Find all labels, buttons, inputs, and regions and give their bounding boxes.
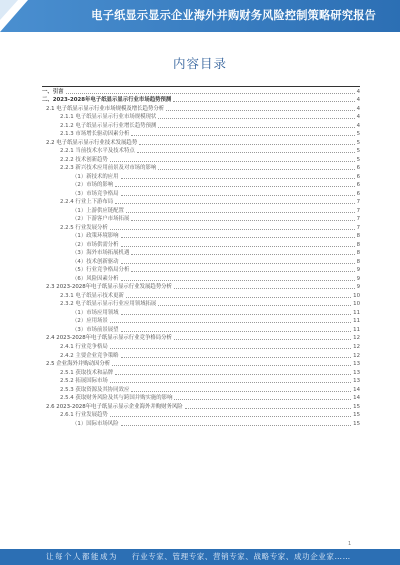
toc-entry-label: 2.5.4 获取财务风险及其与跨国并购实施的影响 [60,395,173,402]
toc-entry-page: 6 [356,173,360,180]
toc-entry-page: 7 [356,216,360,223]
toc-leader-dots [158,169,354,170]
toc-entry[interactable] [42,368,360,377]
toc-entry-page: 6 [356,165,360,172]
toc-entry-label: 2.6 2023-2028年电子纸显示显示企业海外并购财务风险 [46,403,183,410]
toc-leader-dots [185,408,351,409]
toc-leader-dots [158,305,351,306]
footer-slogan: 让每个人都能成为 [46,552,118,561]
toc-entry[interactable] [42,138,360,147]
document-footer [0,549,400,565]
toc-entry[interactable] [42,394,360,403]
toc-entry-page: 4 [356,105,360,112]
toc-entry[interactable] [42,240,360,249]
toc-entry-label: （1）市场应用领域 [72,309,119,316]
toc-entry-page: 7 [356,224,360,231]
toc-entry-page: 9 [356,267,360,274]
toc-entry-label: 2.6.1 行业发展趋势 [60,412,108,419]
toc-entry-page: 11 [353,318,360,325]
toc-entry[interactable] [42,155,360,164]
toc-leader-dots [137,152,355,153]
toc-entry-label: 2.5 企业海外并购动因分析 [46,361,111,368]
toc-leader-dots [121,280,355,281]
toc-entry-label: （3）海外市场拓展机遇 [72,250,130,257]
toc-entry-label: 2.4.2 主要企业竞争策略 [60,352,119,359]
toc-entry-page: 15 [353,420,360,427]
toc-entry[interactable] [42,232,360,241]
toc-entry-page: 9 [356,275,360,282]
toc-entry-page: 12 [353,343,360,350]
toc-title: 内容目录 [172,56,227,71]
toc-entry[interactable] [42,351,360,360]
toc-leader-dots [158,127,354,128]
toc-leader-dots [110,322,351,323]
toc-entry-label: （3）市场前景展望 [72,326,119,333]
toc-entry-label: （1）上游供应链配置 [72,207,124,214]
toc-entry[interactable] [42,257,360,266]
toc-entry[interactable] [42,87,360,96]
toc-entry[interactable] [42,113,360,122]
toc-entry-page: 5 [356,139,360,146]
toc-entry[interactable] [42,249,360,258]
footer-roles: 行业专家、管理专家、营销专家、战略专家、成功企业家…… [132,552,351,561]
toc-entry-page: 12 [353,335,360,342]
toc-leader-dots [173,101,354,102]
toc-entry[interactable] [42,308,360,317]
toc-entry[interactable] [42,325,360,334]
toc-leader-dots [110,348,351,349]
toc-entry-page: 4 [356,114,360,121]
toc-leader-dots [121,357,352,358]
toc-leader-dots [121,314,352,315]
toc-entry-page: 8 [356,258,360,265]
table-of-contents [42,86,360,428]
toc-entry-page: 11 [353,326,360,333]
toc-leader-dots [66,93,355,94]
toc-entry-page: 8 [356,250,360,257]
toc-entry[interactable] [42,266,360,275]
toc-entry-label: （2）应用场景 [72,318,108,325]
toc-leader-dots [121,331,352,332]
toc-leader-dots [131,391,351,392]
toc-entry-page: 14 [353,395,360,402]
toc-entry-label: 2.5.2 拓展国际市场 [60,378,108,385]
toc-entry-label: 2.2.5 行业发展分析 [60,224,108,231]
toc-leader-dots [131,254,354,255]
toc-entry-page: 8 [356,233,360,240]
toc-entry-label: （1）新技术的应用 [72,173,119,180]
toc-leader-dots [131,271,354,272]
document-title: 电子纸显示显示企业海外并购财务风险控制策略研究报告 [91,9,376,22]
page-number: 1 [348,541,352,547]
toc-leader-dots [121,425,352,426]
toc-entry-label: 2.2.3 新兴技术应用前景及对市场的影响 [60,165,157,172]
toc-entry-label: 2.1.3 市场增长驱动因素分析 [60,131,130,138]
toc-entry-label: 2.5.3 获取资源及其协同效应 [60,386,130,393]
toc-leader-dots [110,382,351,383]
toc-entry-page: 6 [356,182,360,189]
toc-entry[interactable] [42,181,360,190]
toc-leader-dots [115,374,351,375]
toc-entry-label: （2）下游客户市场拓展 [72,216,130,223]
toc-leader-dots [131,220,354,221]
toc-leader-dots [121,178,355,179]
toc-entry-page: 14 [353,386,360,393]
toc-leader-dots [139,144,354,145]
toc-entry-page: 7 [356,207,360,214]
toc-entry-label: 2.2.2 技术创新趋势 [60,156,108,163]
toc-entry[interactable] [42,300,360,309]
toc-entry[interactable] [42,334,360,343]
toc-entry-label: （2）市场的影响 [72,182,114,189]
toc-entry[interactable] [42,121,360,130]
toc-entry[interactable] [42,147,360,156]
toc-entry-label: 2.5.1 获取技术和品牌 [60,369,114,376]
toc-entry[interactable] [42,385,360,394]
toc-leader-dots [126,297,351,298]
toc-entry-page: 13 [353,361,360,368]
toc-leader-dots [110,229,355,230]
toc-entry[interactable] [42,189,360,198]
toc-entry-label: （1）政策环境影响 [72,233,119,240]
toc-entry-label: 2.2.4 行业上下游布局 [60,199,114,206]
toc-entry-label: 2.1.1 电子纸显示显示行业市场规模现状 [60,114,157,121]
toc-leader-dots [112,365,351,366]
toc-leader-dots [126,212,355,213]
toc-entry-page: 10 [353,301,360,308]
toc-entry-page: 15 [353,403,360,410]
toc-entry[interactable] [42,411,360,420]
toc-entry-page: 8 [356,241,360,248]
toc-entry-page: 4 [356,88,360,95]
toc-entry-page: 7 [356,199,360,206]
toc-entry[interactable] [42,291,360,300]
toc-entry-label: （1）国际市场风险 [72,420,119,427]
toc-entry[interactable] [42,215,360,224]
toc-entry[interactable] [42,377,360,386]
toc-entry-page: 15 [353,412,360,419]
toc-entry-page: 12 [353,352,360,359]
toc-entry-label: （6）风险因素分析 [72,275,119,282]
toc-entry[interactable] [42,164,360,173]
toc-leader-dots [121,237,355,238]
toc-entry[interactable] [42,104,360,113]
toc-entry-label: 2.1.2 电子纸显示显示行业增长趋势预测 [60,122,157,129]
toc-entry-page: 5 [356,148,360,155]
toc-entry-page: 9 [356,284,360,291]
toc-entry-label: 2.1 电子纸显示显示行业市场规模及增长趋势分析 [46,105,165,112]
toc-leader-dots [121,195,355,196]
toc-entry[interactable] [42,223,360,232]
toc-entry-label: 2.3.1 电子纸显示技术更新 [60,292,124,299]
toc-leader-dots [115,186,354,187]
toc-leader-dots [131,135,354,136]
toc-leader-dots [174,399,351,400]
toc-entry[interactable] [42,360,360,369]
toc-leader-dots [166,110,354,111]
toc-entry[interactable] [42,96,360,105]
toc-entry-page: 6 [356,190,360,197]
toc-entry-label: 2.3 2023-2028年电子纸显示显示行业发展趋势分析 [46,284,172,291]
toc-entry-label: 2.4.1 行业竞争格局 [60,343,108,350]
toc-entry[interactable] [42,283,360,292]
toc-entry-label: 一、引言 [42,88,64,95]
toc-entry[interactable] [42,172,360,181]
toc-entry[interactable] [42,342,360,351]
toc-entry-page: 13 [353,378,360,385]
toc-entry-label: （2）市场供需分析 [72,241,119,248]
header-corner-accent [0,0,18,20]
toc-entry-label: （3）市场竞争格局 [72,190,119,197]
toc-entry-page: 5 [356,131,360,138]
toc-entry-page: 10 [353,292,360,299]
toc-entry[interactable] [42,419,360,428]
toc-entry[interactable] [42,198,360,207]
toc-entry[interactable] [42,206,360,215]
toc-entry-label: （4）技术创新驱动 [72,258,119,265]
toc-leader-dots [115,203,354,204]
toc-leader-dots [110,416,351,417]
toc-entry-label: 2.4 2023-2028年电子纸显示显示行业竞争格局分析 [46,335,172,342]
toc-leader-dots [110,161,355,162]
toc-entry-label: 2.2 电子纸显示显示行业技术发展趋势 [46,139,138,146]
toc-leader-dots [121,246,355,247]
document-header [0,0,400,32]
toc-entry-label: 2.2.1 当前技术水平及技术特点 [60,148,135,155]
toc-entry[interactable] [42,130,360,139]
toc-leader-dots [174,339,351,340]
toc-entry[interactable] [42,402,360,411]
toc-entry[interactable] [42,317,360,326]
toc-entry-page: 4 [356,122,360,129]
toc-entry-label: 2.3.2 电子纸显示显示行业应用领域拓展 [60,301,157,308]
toc-entry-page: 4 [356,97,360,104]
toc-leader-dots [174,288,355,289]
toc-entry-label: 二、2023-2028年电子纸显示显示行业市场趋势预测 [42,97,172,104]
toc-leader-dots [158,118,354,119]
toc-entry[interactable] [42,274,360,283]
toc-entry-label: （5）行业竞争格局分析 [72,267,130,274]
toc-entry-page: 13 [353,369,360,376]
toc-leader-dots [121,263,355,264]
toc-entry-page: 11 [353,309,360,316]
toc-entry-page: 5 [356,156,360,163]
